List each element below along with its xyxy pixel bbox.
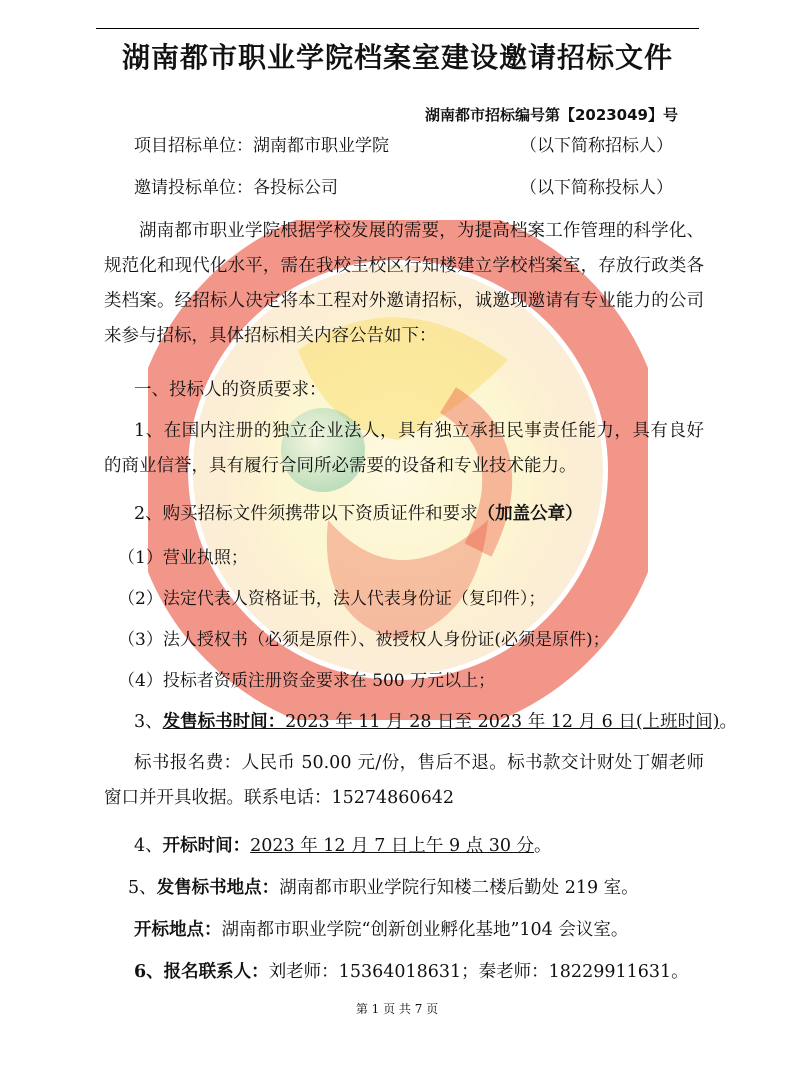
tender-unit-alias: （以下简称招标人） xyxy=(520,136,673,156)
open-place xyxy=(134,918,628,942)
requirement-2-note: （加盖公章） xyxy=(477,504,583,524)
fee-paragraph: 标书报名费：人民币 50.00 元/份，售后不退。标书款交计财处丁媚老师窗口并开具收据。联系电话：15274860642 xyxy=(104,753,704,808)
sale-place-value: 湖南都市职业学院行知楼二楼后勤处 219 室。 xyxy=(279,878,639,898)
sale-time xyxy=(134,710,737,734)
open-time-value: 2023 年 12 月 7 日上午 9 点 30 分 xyxy=(250,836,535,856)
header-rule xyxy=(96,28,699,29)
sale-place-index: 5、 xyxy=(128,878,157,898)
intro-paragraph: 湖南都市职业学院根据学校发展的需要，为提高档案工作管理的科学化、规范化和现代化水平，需在我校主校区行知楼建立学校档案室，存放行政类各类档案。经招标人决定将本工程对外邀请招标，诚邀现邀请有专业能力的公司来参与招标，具体招标相关内容公告如下： xyxy=(104,221,704,346)
sale-time-label: 发售标书时间： xyxy=(162,712,286,732)
sale-time-end: 。 xyxy=(719,712,737,732)
document-title: 湖南都市职业学院档案室建设邀请招标文件 xyxy=(121,41,673,74)
sale-place xyxy=(128,876,639,900)
open-place-label: 开标地点： xyxy=(134,920,222,940)
invited-unit-alias: （以下简称投标人） xyxy=(520,178,673,198)
tender-unit: 项目招标单位：湖南都市职业学院 xyxy=(134,136,389,156)
contact-label: 6、报名联系人： xyxy=(134,962,269,982)
open-time-index: 4、 xyxy=(134,836,163,856)
open-time-end: 。 xyxy=(534,836,552,856)
invited-unit: 邀请投标单位：各投标公司 xyxy=(134,178,338,198)
list-item: （2）法定代表人资格证书，法人代表身份证（复印件）； xyxy=(118,589,546,609)
document-number: 湖南都市招标编号第【2023049】号 xyxy=(424,106,678,124)
sale-place-label: 发售标书地点： xyxy=(156,878,280,898)
requirement-1: 1、在国内注册的独立企业法人，具有独立承担民事责任能力，具有良好的商业信誉，具有履行合同所必需要的设备和专业技术能力。 xyxy=(104,421,704,476)
section-heading: 一、投标人的资质要求： xyxy=(134,380,327,400)
page-footer: 第 1 页 共 7 页 xyxy=(355,1002,439,1016)
open-place-value: 湖南都市职业学院“创新创业孵化基地”104 会议室。 xyxy=(221,920,629,940)
requirement-2 xyxy=(134,502,583,526)
requirement-2-text: 2、购买招标文件须携带以下资质证件和要求 xyxy=(134,504,478,524)
contact xyxy=(134,960,689,984)
list-item: （1）营业执照； xyxy=(118,548,248,568)
list-item: （3）法人授权书（必须是原件）、被授权人身份证(必须是原件)； xyxy=(118,630,610,650)
contact-value: 刘老师：15364018631；秦老师：18229911631。 xyxy=(268,962,689,982)
list-item: （4）投标者资质注册资金要求在 500 万元以上； xyxy=(118,671,496,691)
sale-time-value: 2023 年 11 月 28 日至 2023 年 12 月 6 日(上班时间) xyxy=(285,712,720,732)
open-time xyxy=(134,834,552,858)
sale-time-index: 3、 xyxy=(134,712,163,732)
open-time-label: 开标时间： xyxy=(162,836,251,856)
